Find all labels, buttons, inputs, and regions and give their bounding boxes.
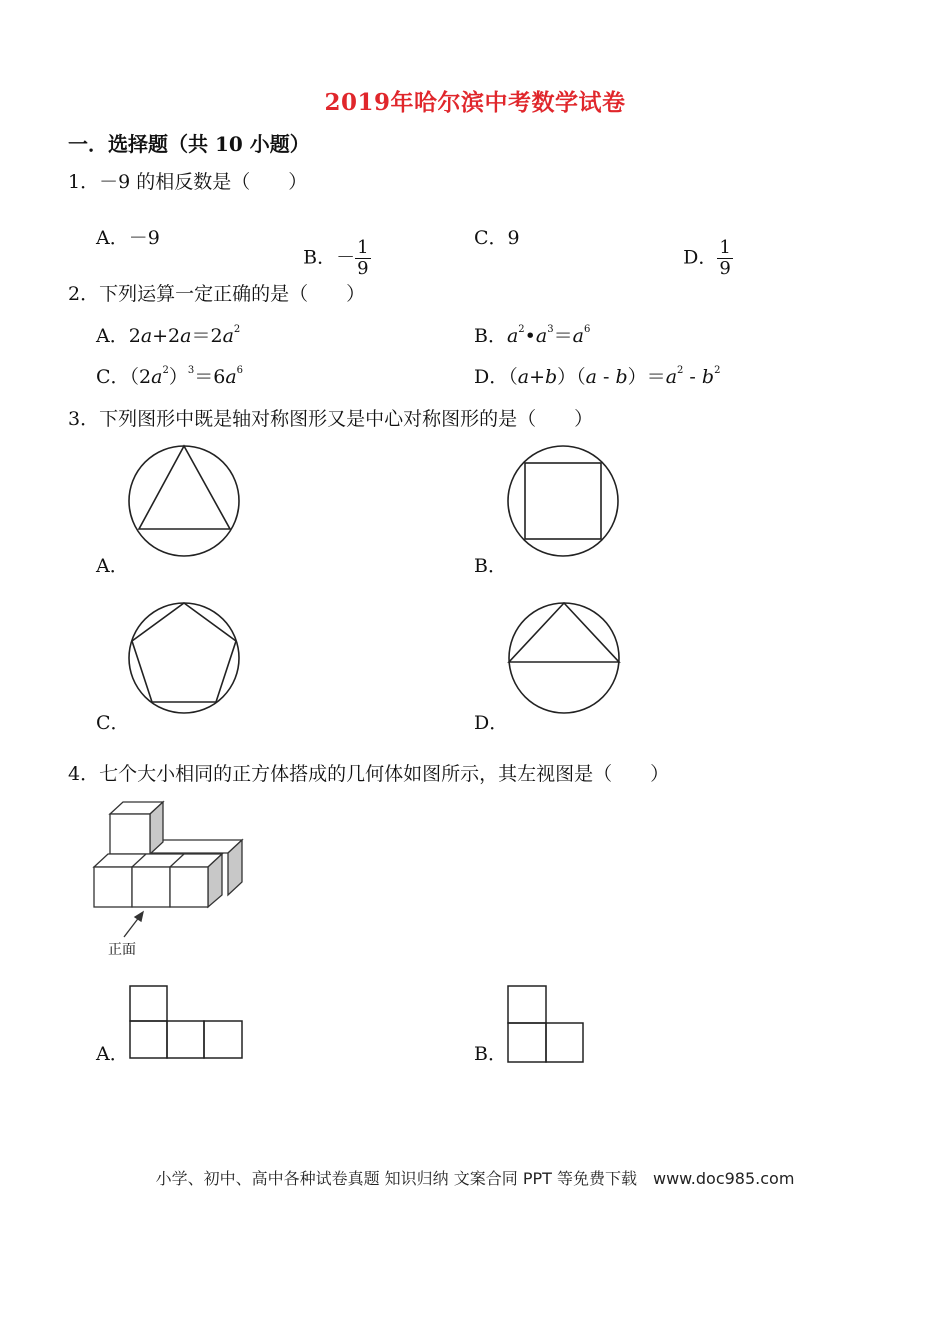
q3-option-b: B． (474, 555, 507, 577)
math-segment: b (544, 366, 558, 388)
math-segment: a (225, 366, 237, 388)
math-segment: ＝2 (191, 325, 223, 347)
math-segment: • (524, 325, 536, 347)
math-segment: - (597, 366, 616, 388)
option-a-view (130, 986, 242, 1058)
math-segment: a (517, 366, 530, 388)
question-2-stem: 2．下列运算一定正确的是（ ） (68, 283, 366, 305)
option-b-view (508, 986, 583, 1062)
section-heading: 一．选择题（共 10 小题） (68, 132, 310, 156)
math-segment: 2 (714, 365, 721, 376)
math-segment: a (180, 325, 192, 347)
math-segment: a (140, 325, 153, 347)
footer-text: 小学、初中、高中各种试卷真题 知识归纳 文案合同 PPT 等免费下载 www.doc985.com (155, 1169, 795, 1188)
math-segment: a (151, 366, 163, 388)
numerator: 1 (719, 237, 731, 258)
math-segment: 2 (233, 324, 241, 335)
math-segment: a (585, 366, 597, 388)
math-segment: D．（ (474, 366, 518, 388)
q3-option-a: A． (96, 555, 129, 577)
math-segment: a (506, 325, 519, 347)
math-segment: 2 (677, 365, 684, 376)
q3-option-d: D． (474, 712, 509, 734)
math-segment: - (683, 366, 702, 388)
math-segment: ＝6 (194, 366, 226, 388)
math-segment: + (529, 366, 545, 388)
math-segment: 3 (187, 365, 195, 376)
math-segment: A．2 (96, 325, 141, 347)
question-4-stem: 4．七个大小相同的正方体搭成的几何体如图所示，其左视图是（ ） (68, 763, 670, 785)
math-segment: ＝ (553, 325, 573, 347)
q1-option-c: C．9 (474, 227, 520, 249)
q1-option-a: A．－9 (96, 227, 160, 249)
math-segment: ）（ (557, 366, 586, 388)
question-3-stem: 3．下列图形中既是轴对称图形又是中心对称图形的是（ ） (68, 408, 594, 430)
denominator: 9 (357, 258, 369, 279)
math-segment: a (222, 325, 234, 347)
math-segment: +2 (152, 325, 181, 347)
math-segment: C．（2 (96, 366, 152, 388)
question-1-stem: 1．－9 的相反数是（ ） (68, 171, 308, 193)
page-title: 2019年哈尔滨中考数学试卷 (324, 89, 626, 116)
math-segment: ） (168, 366, 188, 388)
numerator: 1 (357, 237, 369, 258)
math-segment: 6 (236, 365, 244, 376)
math-segment: 2 (162, 365, 169, 376)
math-segment: ）＝ (627, 366, 666, 388)
math-segment: a (535, 325, 548, 347)
q1-option-d-label: D． (683, 246, 718, 269)
math-segment: b (615, 366, 628, 388)
math-segment: 2 (518, 324, 525, 335)
denominator: 9 (719, 258, 731, 279)
math-segment: 3 (547, 324, 554, 335)
math-segment: b (701, 366, 715, 388)
math-segment: a (665, 366, 678, 388)
q4-option-a: A． (96, 1043, 129, 1065)
front-label: 正面 (108, 942, 136, 958)
q3-option-c: C． (96, 712, 130, 734)
math-segment: B． (474, 325, 507, 347)
q1-option-b-label: B．－ (303, 246, 356, 269)
q4-option-b: B． (474, 1043, 507, 1065)
math-segment: a (572, 325, 584, 347)
math-segment: 6 (583, 324, 591, 335)
